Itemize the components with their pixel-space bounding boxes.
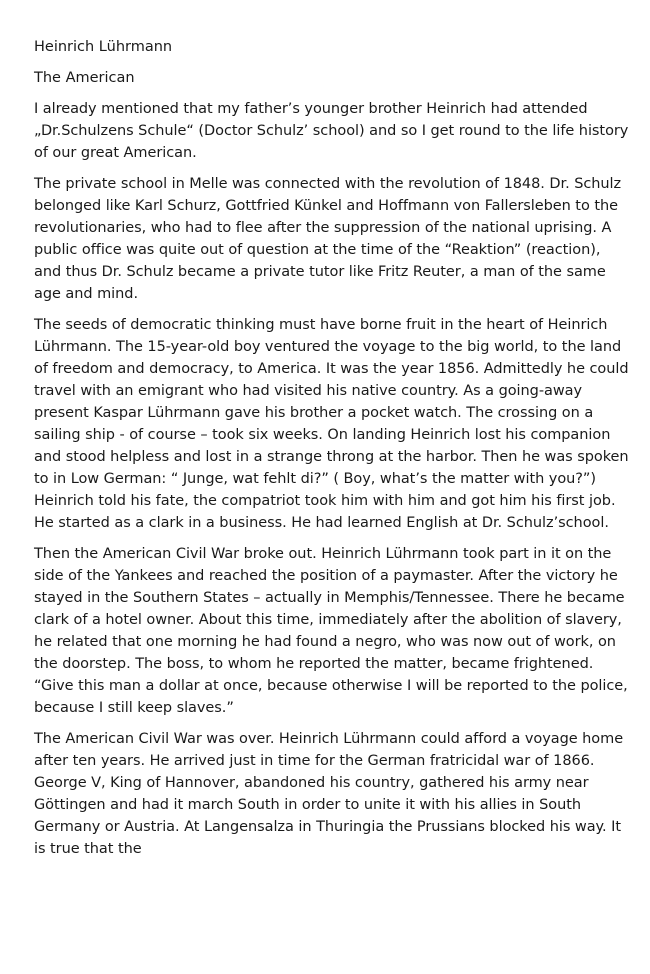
document-title: Heinrich Lührmann [34,39,173,55]
paragraph-private-school: The private school in Melle was connected with the revolution of 1848. Dr. Schulz belonged like Karl Schurz, Gottfried Künkel and Hoffmann von Fallersleben to the revolutionaries, who had to flee after the suppression of the national uprising. A public office was quite out of question at the time of the “Reaktion” (reaction), and thus Dr. Schulz became a private tutor like Fritz Reuter, a man of the same age and mind. [34,176,622,302]
paragraph-return-home: The American Civil War was over. Heinrich Lührmann could afford a voyage home after ten years. He arrived just in time for the German fratricidal war of 1866. George V, King of Hannover, abandoned his country, gathered his army near Göttingen and had it march South in order to unite it with his allies in South Germany or Austria. At Langensalza in Thuringia the Prussians blocked his way. It is true that the [34,731,624,857]
paragraph-voyage: The seeds of democratic thinking must have borne fruit in the heart of Heinrich Lührmann. The 15-year-old boy ventured the voyage to the big world, to the land of freedom and democracy, to America. It was the year 1856. Admittedly he could travel with an emigrant who had visited his native country. As a going-away present Kaspar Lührmann gave his brother a pocket watch. The crossing on a sailing ship - of course – took six weeks. On landing Heinrich lost his companion and stood helpless and lost in a strange throng at the harbor. Then he was spoken to in Low German: “ Junge, wat fehlt di?” ( Boy, what’s the matter with you?”) Heinrich told his fate, the compatriot took him with him and got him his first job. He started as a clark in a business. He had learned English at Dr. Schulz’school. [34,317,629,531]
paragraph-intro: I already mentioned that my father’s younger brother Heinrich had attended „Dr.Schulzens Schule“ (Doctor Schulz’ school) and so I get round to the life history of our great American. [34,101,629,161]
document-subtitle: The American [34,70,135,86]
paragraph-civil-war: Then the American Civil War broke out. Heinrich Lührmann took part in it on the side of the Yankees and reached the position of a paymaster. After the victory he stayed in the Southern States – actually in Memphis/Tennessee. There he became clark of a hotel owner. About this time, immediately after the abolition of slavery, he related that one morning he had found a negro, who was now out of work, on the doorstep. The boss, to whom he reported the matter, became frightened. “Give this man a dollar at once, because otherwise I will be reported to the police, because I still keep slaves.” [34,546,628,716]
